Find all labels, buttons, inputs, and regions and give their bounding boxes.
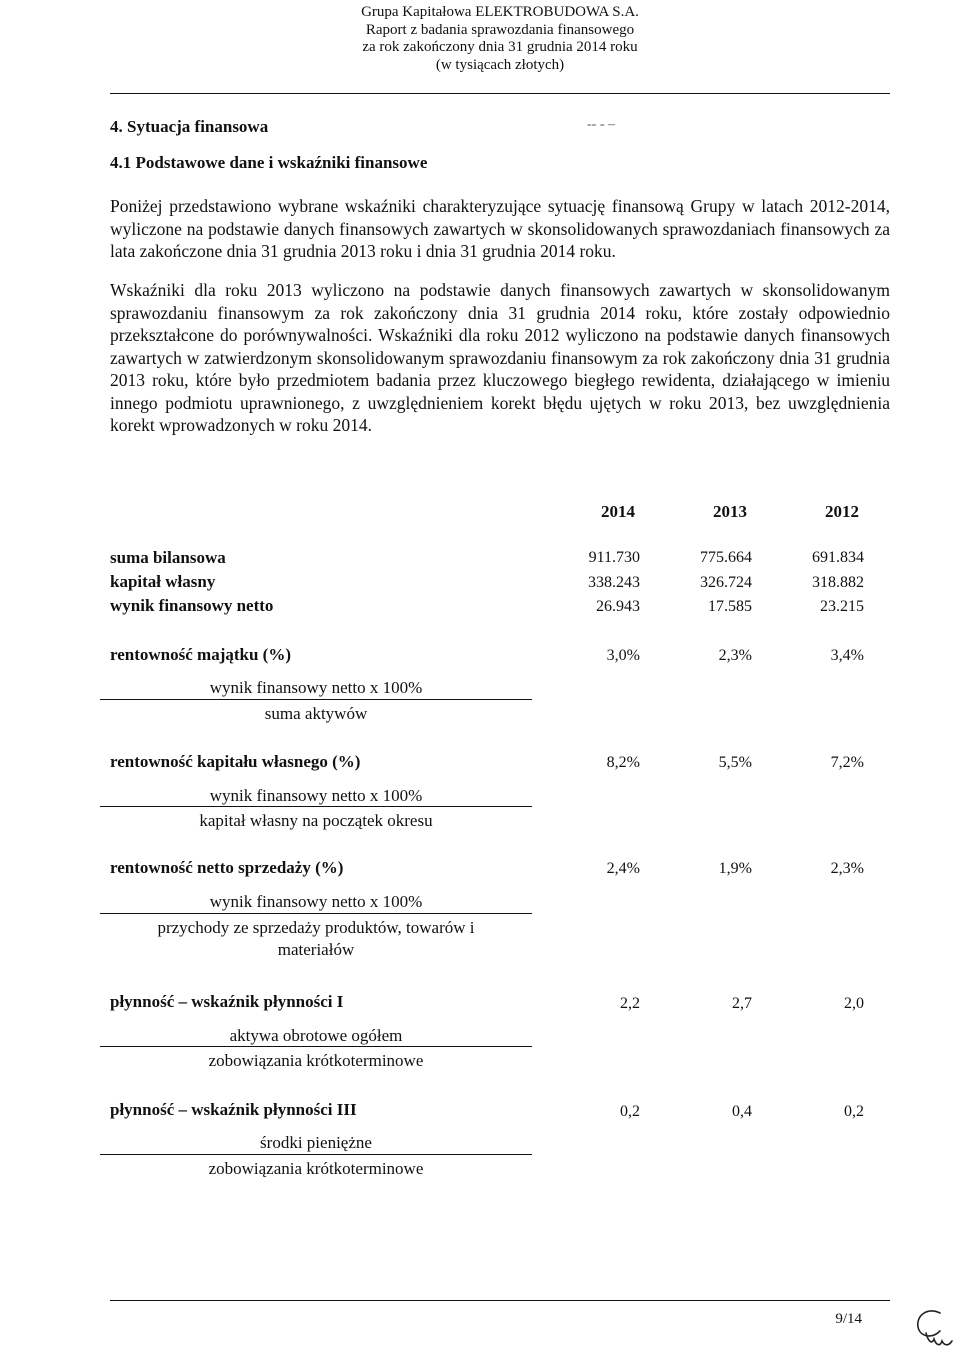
ratio-label: rentowność kapitału własnego (%)	[110, 752, 361, 771]
header-rule	[110, 93, 890, 94]
page-number: 9/14	[835, 1311, 862, 1327]
formula-fraction-line	[100, 1154, 532, 1155]
value-2014: 2,2	[620, 995, 640, 1012]
value-2014: 2,4%	[606, 860, 640, 877]
formula-denominator: zobowiązania krótkoterminowe	[208, 1051, 424, 1070]
year-header-2012: 2012	[825, 502, 859, 521]
value-2012: 2,3%	[830, 860, 864, 877]
formula-denominator: suma aktywów	[264, 704, 368, 723]
company-name: Grupa Kapitałowa ELEKTROBUDOWA S.A.	[361, 4, 639, 20]
handwritten-mark: -- ‑ –	[587, 117, 615, 132]
value-2013: 326.724	[700, 574, 752, 591]
row-label: suma bilansowa	[110, 548, 226, 567]
ratio-liquidity-3	[0, 1100, 960, 1190]
year-header-2014: 2014	[601, 502, 635, 521]
ratio-label: płynność – wskaźnik płynności I	[110, 992, 344, 1011]
formula-numerator: wynik finansowy netto x 100%	[209, 678, 423, 697]
ratio-return-on-assets	[0, 645, 960, 735]
value-2013: 5,5%	[718, 754, 752, 771]
value-2014: 8,2%	[606, 754, 640, 771]
formula-fraction-line	[100, 1046, 532, 1047]
value-2012: 318.882	[812, 574, 864, 591]
formula-numerator: wynik finansowy netto x 100%	[209, 786, 423, 805]
formula-denominator: zobowiązania krótkoterminowe	[208, 1159, 424, 1178]
value-2012: 3,4%	[830, 647, 864, 664]
value-2013: 0,4	[732, 1103, 752, 1120]
formula-denominator: kapitał własny na początek okresu	[199, 811, 433, 830]
row-label: kapitał własny	[110, 572, 216, 591]
value-2012: 0,2	[844, 1103, 864, 1120]
value-2012: 2,0	[844, 995, 864, 1012]
formula-denominator: przychody ze sprzedaży produktów, towarów i materiałów	[157, 918, 475, 959]
value-2013: 1,9%	[718, 860, 752, 877]
report-title: Raport z badania sprawozdania finansowego	[365, 21, 635, 38]
formula-fraction-line	[100, 699, 532, 700]
value-2013: 775.664	[700, 549, 752, 566]
report-header	[0, 4, 960, 74]
formula-fraction-line	[100, 913, 532, 914]
formula-numerator: aktywa obrotowe ogółem	[229, 1026, 403, 1045]
ratio-label: rentowność majątku (%)	[110, 645, 292, 664]
value-2012: 691.834	[812, 549, 864, 566]
section-title: 4. Sytuacja finansowa	[110, 117, 269, 136]
value-2012: 23.215	[820, 598, 864, 615]
footer-rule	[110, 1300, 890, 1301]
formula-numerator: środki pieniężne	[260, 1133, 372, 1152]
formula-numerator: wynik finansowy netto x 100%	[209, 892, 423, 911]
year-header-2013: 2013	[713, 502, 747, 521]
value-2012: 7,2%	[830, 754, 864, 771]
value-2013: 2,3%	[718, 647, 752, 664]
method-paragraph: Wskaźniki dla roku 2013 wyliczono na podstawie danych finansowych zawartych w skonsolidowanym sprawozdaniu finansowym za rok zakończony dnia 31 grudnia 2014 roku, które zostały odpowiednio przekształcone do porównywalności. Wskaźniki dla roku 2012 wyliczono na podstawie danych finansowych zawartych w zatwierdzonym skonsolidowanym sprawozdaniu finansowym za rok zakończony dnia 31 grudnia 2013 roku, które było przedmiotem badania przez kluczowego biegłego rewidenta, działającego w imieniu innego podmiotu uprawnionego, z uwzględnieniem korekt błędu ujętych w roku 2013, bez uwzględnienia korekt wprowadzonych w roku 2014.	[110, 280, 890, 435]
ratio-return-on-equity	[0, 752, 960, 842]
value-2013: 2,7	[732, 995, 752, 1012]
value-2014: 26.943	[596, 598, 640, 615]
report-unit: (w tysiącach złotych)	[435, 56, 565, 73]
value-2014: 338.243	[588, 574, 640, 591]
section-subtitle: 4.1 Podstawowe dane i wskaźniki finansowe	[110, 153, 428, 172]
initials-signature-icon	[910, 1305, 955, 1353]
ratio-label: rentowność netto sprzedaży (%)	[110, 858, 344, 877]
intro-paragraph: Poniżej przedstawiono wybrane wskaźniki charakteryzujące sytuację finansową Grupy w latach 2012-2014, wyliczone na podstawie danych finansowych zawartych w skonsolidowanych sprawozdaniach finansowych za lata zakończone dnia 31 grudnia 2013 roku i dnia 31 grudnia 2014 roku.	[110, 196, 890, 261]
report-period: za rok zakończony dnia 31 grudnia 2014 roku	[362, 39, 638, 55]
ratio-net-sales-margin	[0, 858, 960, 968]
ratio-liquidity-1	[0, 992, 960, 1082]
row-label: wynik finansowy netto	[110, 596, 274, 615]
value-2014: 3,0%	[606, 647, 640, 664]
ratio-label: płynność – wskaźnik płynności III	[110, 1100, 357, 1119]
value-2014: 911.730	[588, 549, 640, 566]
formula-fraction-line	[100, 806, 532, 807]
value-2014: 0,2	[620, 1103, 640, 1120]
value-2013: 17.585	[708, 598, 752, 615]
